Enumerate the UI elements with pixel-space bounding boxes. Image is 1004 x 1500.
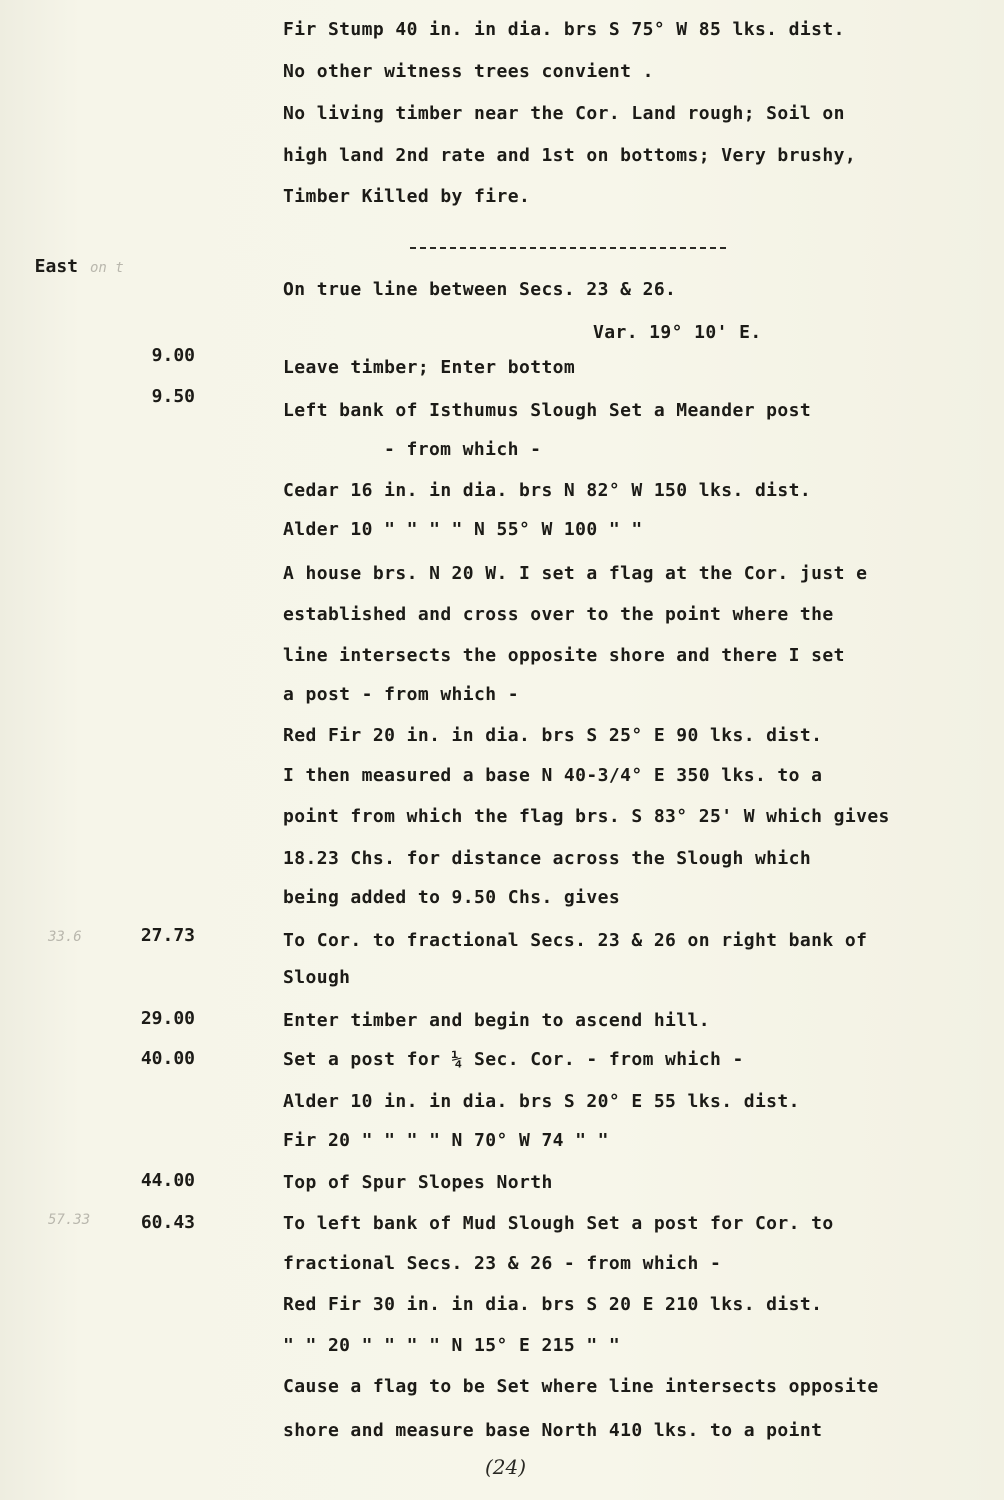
entry-text: 18.23 Chs. for distance across the Slough which (283, 848, 812, 869)
entry-text: To Cor. to fractional Secs. 23 & 26 on right bank of (283, 930, 868, 951)
entry-text: being added to 9.50 Chs. gives (283, 887, 621, 908)
entry-text: point from which the flag brs. S 83° 25' W which gives (283, 806, 890, 827)
entry-text: Left bank of Isthumus Slough Set a Meander post (283, 400, 812, 421)
intro-line: Timber Killed by fire. (283, 186, 531, 207)
line-heading: On true line between Secs. 23 & 26. (283, 279, 677, 300)
direction-faint: on t (90, 260, 124, 276)
direction-label: East (34, 256, 78, 277)
entry-text: A house brs. N 20 W. I set a flag at the Cor. just e (283, 563, 868, 584)
entry-text: To left bank of Mud Slough Set a post for Cor. to (283, 1213, 834, 1234)
entry-text: Alder 10 " " " " N 55° W 100 " " (283, 519, 643, 540)
entry-text: established and cross over to the point where the (283, 604, 834, 625)
entry-text: a post - from which - (283, 684, 519, 705)
entry-text: I then measured a base N 40-3/4° E 350 lks. to a (283, 765, 823, 786)
faint-margin-note: 33.6 (48, 929, 82, 945)
section-separator (410, 247, 726, 249)
chains-value: 29.00 (140, 1008, 195, 1029)
intro-line: No other witness trees convient . (283, 61, 654, 82)
chains-value: 9.50 (151, 386, 195, 407)
entry-text: Red Fir 30 in. in dia. brs S 20 E 210 lks. dist. (283, 1294, 823, 1315)
entry-text: Enter timber and begin to ascend hill. (283, 1010, 711, 1031)
entry-text: Top of Spur Slopes North (283, 1172, 553, 1193)
chains-value: 9.00 (151, 345, 195, 366)
chains-value: 40.00 (140, 1048, 195, 1069)
entry-text: Cedar 16 in. in dia. brs N 82° W 150 lks. dist. (283, 480, 812, 501)
entry-text: Set a post for ¼ Sec. Cor. - from which - (283, 1049, 744, 1070)
entry-text: Cause a flag to be Set where line intersects opposite (283, 1376, 879, 1397)
entry-text: - from which - (384, 439, 542, 460)
entry-text: Fir 20 " " " " N 70° W 74 " " (283, 1130, 609, 1151)
entry-text: Slough (283, 967, 351, 988)
chains-value: 27.73 (140, 925, 195, 946)
intro-line: high land 2nd rate and 1st on bottoms; Very brushy, (283, 145, 857, 166)
faint-margin-note: 57.33 (48, 1212, 91, 1228)
intro-line: No living timber near the Cor. Land rough; Soil on (283, 103, 845, 124)
entry-text: line intersects the opposite shore and there I set (283, 645, 845, 666)
entry-text: fractional Secs. 23 & 26 - from which - (283, 1253, 722, 1274)
entry-text: Alder 10 in. in dia. brs S 20° E 55 lks. dist. (283, 1091, 800, 1112)
variation: Var. 19° 10' E. (593, 322, 762, 343)
entry-text: Red Fir 20 in. in dia. brs S 25° E 90 lks. dist. (283, 725, 823, 746)
chains-value: 44.00 (140, 1170, 195, 1191)
chains-value: 60.43 (140, 1212, 195, 1233)
intro-line: Fir Stump 40 in. in dia. brs S 75° W 85 lks. dist. (283, 19, 845, 40)
entry-text: Leave timber; Enter bottom (283, 357, 576, 378)
entry-text: " " 20 " " " " N 15° E 215 " " (283, 1335, 621, 1356)
entry-text: shore and measure base North 410 lks. to a point (283, 1420, 823, 1441)
page-number: (24) (485, 1455, 527, 1479)
